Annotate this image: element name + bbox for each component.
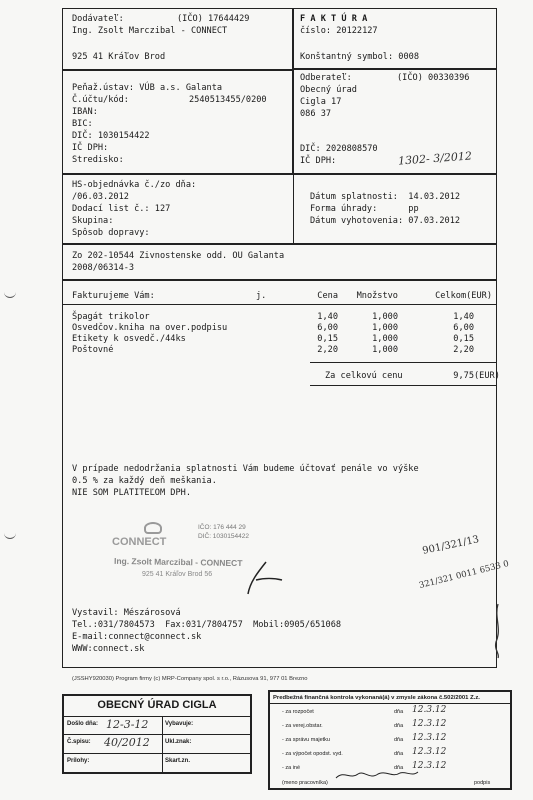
control-signature — [334, 768, 420, 782]
items-header-rule — [62, 304, 497, 305]
order-divider — [293, 174, 294, 244]
connect-logo-icon — [144, 522, 162, 534]
sum-value: 9,75 — [453, 371, 474, 381]
control-row-date-label: dňa — [394, 709, 404, 715]
stamp-brand: CONNECT — [112, 536, 167, 548]
contact-phones: Tel.:031/7804573 Fax:031/7804757 Mobil:0905/651068 — [72, 620, 342, 630]
received-label: Došlo dňa: — [67, 721, 98, 727]
registry-box — [62, 244, 497, 280]
control-row-date: 12.3.12 — [412, 733, 447, 743]
customer-handwritten-ref: 1302- 3/2012 — [397, 149, 473, 168]
reg-label: Ukl.znak: — [165, 739, 192, 745]
control-row-date: 12.3.12 — [412, 719, 447, 729]
control-row-date: 12.3.12 — [412, 761, 447, 771]
supplier-ic-dph: IČ DPH: — [72, 143, 109, 153]
supplier-address: 925 41 Kráľov Brod — [72, 52, 166, 62]
account-value: 2540513455/0200 — [189, 95, 267, 105]
item-qty: 1,000 — [372, 312, 398, 322]
item-qty: 1,000 — [372, 334, 398, 344]
office-stamp-row2 — [64, 734, 250, 735]
control-row-date: 12.3.12 — [412, 747, 447, 757]
supplier-dic: DIČ: 1030154422 — [72, 131, 150, 141]
invoice-number: číslo: 20122127 — [300, 26, 378, 36]
binder-mark-1 — [4, 287, 16, 298]
ref-value: 40/2012 — [104, 736, 150, 749]
control-row-date: 12.3.12 — [412, 705, 447, 715]
attach-label: Prílohy: — [67, 758, 90, 764]
item-price: 6,00 — [317, 323, 338, 333]
office-stamp-vdivider — [162, 716, 163, 772]
stamp-name: Ing. Zsolt Marczibal - CONNECT — [113, 555, 243, 569]
invoice-title: F A K T Ú R A — [300, 14, 368, 24]
control-row-label: - za verej.obstar. — [282, 723, 323, 729]
control-signature-label: podpis — [474, 780, 491, 786]
signature-scrawl — [244, 560, 288, 600]
order-line: HS-objednávka č./zo dňa: — [72, 180, 197, 190]
note-line3: NIE SOM PLATITEĽOM DPH. — [72, 488, 191, 498]
control-stamp-title-text: Predbežná finančná kontrola vykonaná(á) v zmysle zákona č.502/2001 Z.z. — [273, 695, 480, 701]
item-total: 6,00 — [453, 323, 474, 333]
item-desc: Etikety k osvedč./44ks — [72, 334, 186, 344]
stamp-dic: DIČ: 1030154422 — [198, 533, 249, 540]
item-desc: Poštovné — [72, 345, 114, 355]
control-row-label: - za správu majetku — [282, 737, 330, 743]
customer-line3: 086 37 — [300, 109, 332, 119]
registry-line1: Zo 202-10544 Zivnostenske odd. OU Galanta — [72, 251, 285, 261]
office-stamp-rule — [64, 716, 250, 717]
item-total: 0,15 — [453, 334, 474, 344]
customer-dic: DIČ: 2020808570 — [300, 144, 378, 154]
binder-mark-2 — [4, 528, 16, 539]
handles-label: Vybavuje: — [165, 721, 194, 727]
delivery-note: Dodací list č.: 127 — [72, 204, 171, 214]
customer-ic-dph: IČ DPH: — [300, 156, 337, 166]
payment-form: Forma úhrady: pp — [310, 204, 419, 214]
sum-rule-bottom — [310, 385, 497, 386]
received-value: 12-3-12 — [106, 718, 149, 731]
supplier-ico: (IČO) 17644429 — [177, 14, 250, 24]
constant-symbol: Konštantný symbol: 0008 — [300, 52, 419, 62]
retention-label: Skart.zn. — [165, 758, 191, 764]
transport-label: Spôsob dopravy: — [72, 228, 150, 238]
order-date: /06.03.2012 — [72, 192, 129, 202]
margin-note-2: 321/321 0011 6533 0 — [418, 559, 510, 591]
contact-www: WWW:connect.sk — [72, 644, 145, 654]
items-header-price: Cena — [317, 291, 338, 301]
supplier-label: Dodávateľ: — [72, 14, 124, 24]
item-desc: Osvedčov.kniha na over.podpisu — [72, 323, 228, 333]
stamp-ico: IČO: 176 444 29 — [198, 524, 246, 531]
item-price: 0,15 — [317, 334, 338, 344]
item-desc: Špagát trikolor — [72, 312, 150, 322]
center-label: Stredisko: — [72, 155, 124, 165]
control-row-date-label: dňa — [394, 737, 404, 743]
customer-ico: (IČO) 00330396 — [397, 73, 470, 83]
items-header-unit: j. — [256, 291, 267, 301]
iban-label: IBAN: — [72, 107, 98, 117]
item-price: 1,40 — [317, 312, 338, 322]
control-row-date-label: dňa — [394, 751, 404, 757]
office-stamp-row3 — [64, 753, 250, 754]
customer-label: Odberateľ: — [300, 73, 352, 83]
items-header-qty: Množstvo — [356, 291, 398, 301]
issue-date: Dátum vyhotovenia: 07.03.2012 — [310, 216, 461, 226]
sum-rule-top — [310, 362, 497, 363]
item-price: 2,20 — [317, 345, 338, 355]
office-stamp-title: OBECNÝ ÚRAD CIGLA — [97, 699, 217, 711]
issued-by: Vystavil: Mészárosová — [72, 608, 181, 618]
sum-currency: (EUR) — [474, 371, 500, 381]
items-header-desc: Fakturujeme Vám: — [72, 291, 155, 301]
control-stamp — [268, 690, 512, 790]
bic-label: BIC: — [72, 119, 93, 129]
control-stamp-rule — [270, 703, 510, 704]
control-signer-label: (meno pracovníka) — [282, 780, 328, 786]
items-header-total: Celkom(EUR) — [435, 291, 492, 301]
footer-program: (JSSHY920030) Program firmy (c) MRP-Company spol. s r.o., Rázusova 91, 977 01 Brezno — [72, 676, 308, 682]
control-stamp-title — [273, 694, 509, 702]
item-qty: 1,000 — [372, 323, 398, 333]
account-label: Č.účtu/kód: — [72, 95, 129, 105]
ref-label: Č.spisu: — [67, 739, 91, 745]
item-total: 1,40 — [453, 312, 474, 322]
contact-email: E-mail:connect@connect.sk — [72, 632, 202, 642]
stamp-address: 925 41 Kráľov Brod 56 — [142, 571, 213, 578]
customer-line1: Obecný úrad — [300, 85, 357, 95]
customer-line2: Cigla 17 — [300, 97, 342, 107]
control-row-label: - za iné — [282, 765, 301, 771]
control-row-date-label: dňa — [394, 765, 404, 771]
bank-name: Peňaž.ústav: VÚB a.s. Galanta — [72, 83, 223, 93]
due-date: Dátum splatnosti: 14.03.2012 — [310, 192, 461, 202]
supplier-name: Ing. Zsolt Marczibal - CONNECT — [72, 26, 228, 36]
office-stamp — [62, 694, 252, 774]
sum-label: Za celkovú cenu — [325, 371, 403, 381]
control-row-label: - za rozpočet — [282, 709, 314, 715]
margin-mark — [488, 600, 518, 660]
control-row-label: - za výpočet opodst. vyd. — [282, 751, 343, 757]
item-total: 2,20 — [453, 345, 474, 355]
group-label: Skupina: — [72, 216, 114, 226]
note-line1: V prípade nedodržania splatnosti Vám budeme účtovať penále vo výške — [72, 464, 419, 474]
control-row-date-label: dňa — [394, 723, 404, 729]
item-qty: 1,000 — [372, 345, 398, 355]
margin-note-1: 901/321/13 — [421, 534, 481, 557]
note-line2: 0.5 % za každý deň meškania. — [72, 476, 217, 486]
registry-line2: 2008/06314-3 — [72, 263, 135, 273]
